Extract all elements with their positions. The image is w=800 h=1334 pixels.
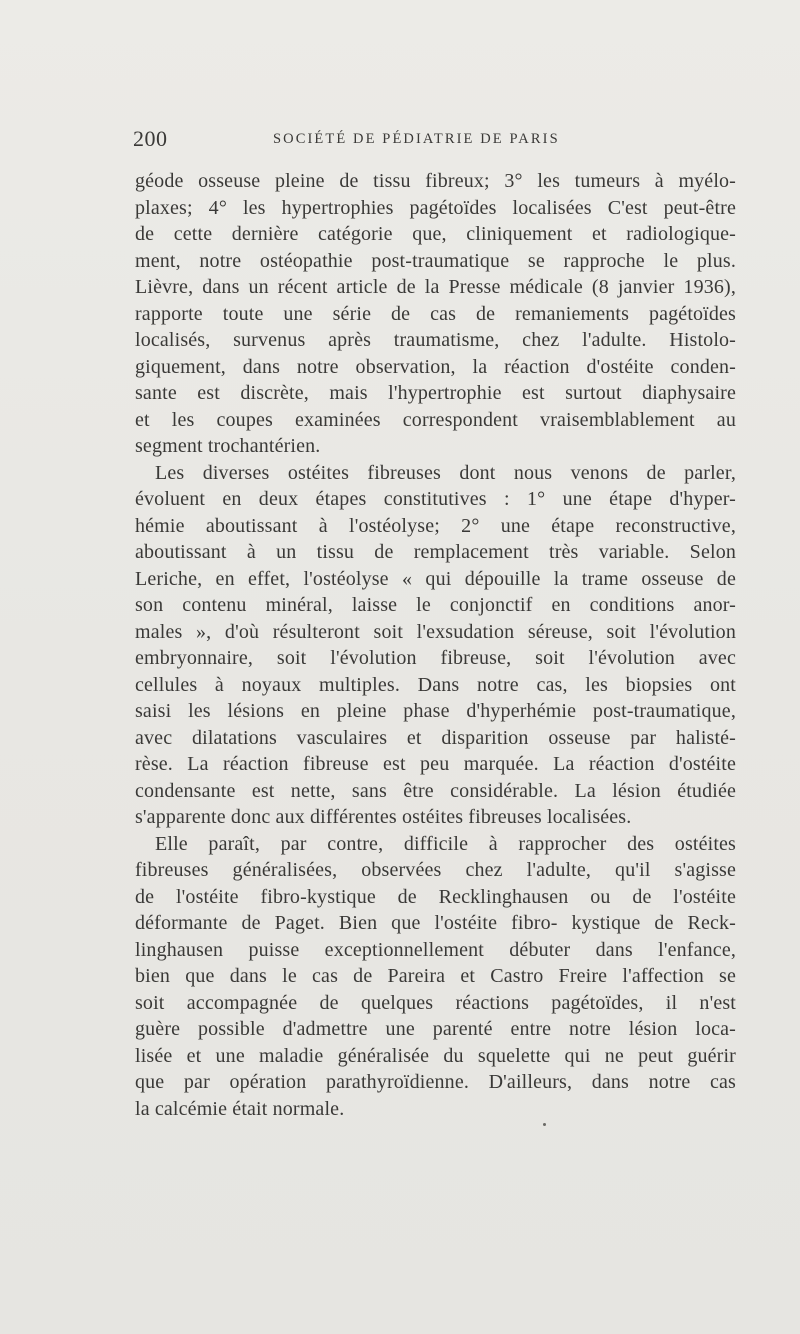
text-line: que par opération parathyroïdienne. D'ailleurs, dans notre cas — [135, 1071, 736, 1093]
text-line: s'apparente donc aux différentes ostéites fibreuses localisées. — [135, 806, 632, 828]
text-line: localisés, survenus après traumatisme, chez l'adulte. Histolo- — [135, 329, 736, 351]
text-line: aboutissant à un tissu de remplacement très variable. Selon — [135, 541, 736, 563]
text-line: condensante est nette, sans être considérable. La lésion étudiée — [135, 779, 736, 802]
text-line: de l'ostéite fibro-kystique de Recklinghausen ou de l'ostéite — [135, 885, 736, 908]
text-line: de cette dernière catégorie que, cliniquement et radiologique- — [135, 223, 736, 245]
text-line: soit accompagnée de quelques réactions pagétoïdes, il n'est — [135, 991, 736, 1014]
text-line: cellules à noyaux multiples. Dans notre cas, les biopsies ont — [135, 673, 736, 696]
text-line: Lièvre, dans un récent article de la Presse médicale (8 janvier 1936), — [135, 276, 736, 298]
text-line: fibreuses généralisées, observées chez l'adulte, qu'il s'agisse — [135, 859, 736, 881]
text-line: linghausen puisse exceptionnellement débuter dans l'enfance, — [135, 938, 736, 961]
text-line: Les diverses ostéites fibreuses dont nous venons de parler, — [155, 461, 736, 484]
text-line: guère possible d'admettre une parenté entre notre lésion loca- — [135, 1018, 736, 1040]
body-text — [135, 168, 736, 1122]
text-line: lisée et une maladie généralisée du squelette qui ne peut guérir — [135, 1044, 736, 1067]
text-line: bien que dans le cas de Pareira et Castro Freire l'affection se — [135, 965, 736, 987]
stray-mark — [543, 1123, 546, 1126]
text-line: Leriche, en effet, l'ostéolyse « qui dépouille la trame osseuse de — [135, 567, 736, 590]
text-line: sante est discrète, mais l'hypertrophie est surtout diaphysaire — [135, 382, 736, 404]
text-line: géode osseuse pleine de tissu fibreux; 3° les tumeurs à myélo- — [135, 170, 736, 192]
running-title: SOCIÉTÉ DE PÉDIATRIE DE PARIS — [273, 131, 560, 147]
paragraph — [135, 460, 736, 831]
page-header — [133, 126, 736, 156]
text-line: déformante de Paget. Bien que l'ostéite fibro- kystique de Reck- — [135, 912, 736, 934]
text-line: la calcémie était normale. — [135, 1097, 345, 1120]
text-line: saisi les lésions en pleine phase d'hyperhémie post-traumatique, — [135, 700, 736, 722]
text-line: son contenu minéral, laisse le conjonctif en conditions anor- — [135, 594, 736, 616]
text-line: hémie aboutissant à l'ostéolyse; 2° une étape reconstructive, — [135, 514, 736, 537]
page-number: 200 — [133, 126, 168, 151]
text-line: rèse. La réaction fibreuse est peu marquée. La réaction d'ostéite — [135, 753, 736, 775]
text-line: rapporte toute une série de cas de remaniements pagétoïdes — [135, 302, 736, 325]
text-line: évoluent en deux étapes constitutives : 1° une étape d'hyper- — [135, 488, 736, 510]
text-line: segment trochantérien. — [135, 435, 321, 457]
paragraph — [135, 168, 736, 460]
text-line: avec dilatations vasculaires et disparition osseuse par halisté- — [135, 726, 736, 749]
text-line: embryonnaire, soit l'évolution fibreuse, soit l'évolution avec — [135, 647, 736, 669]
text-line: males », d'où résulteront soit l'exsudation séreuse, soit l'évolution — [135, 620, 736, 643]
text-line: Elle paraît, par contre, difficile à rapprocher des ostéites — [155, 832, 736, 855]
text-line: giquement, dans notre observation, la réaction d'ostéite conden- — [135, 355, 736, 378]
paragraph — [135, 831, 736, 1123]
text-line: plaxes; 4° les hypertrophies pagétoïdes localisées C'est peut-être — [135, 196, 736, 219]
text-line: ment, notre ostéopathie post-traumatique se rapproche le plus. — [135, 249, 736, 272]
text-line: et les coupes examinées correspondent vraisemblablement au — [135, 408, 736, 431]
